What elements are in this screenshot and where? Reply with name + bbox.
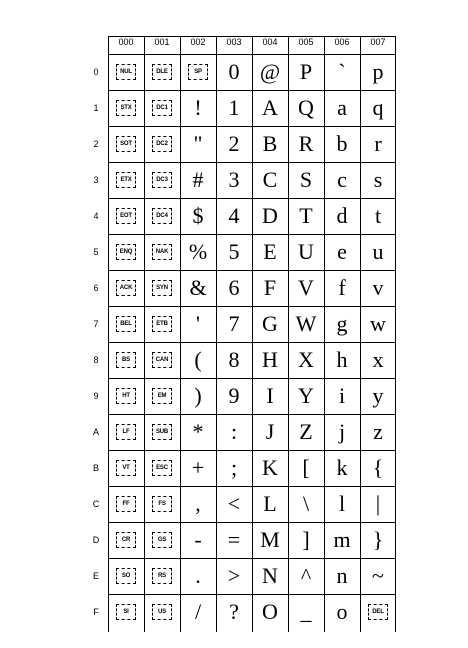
row-header: D (92, 535, 100, 545)
table-cell (252, 90, 288, 126)
row-header: 5 (93, 247, 99, 257)
table-cell (144, 126, 180, 162)
character-glyph: s (373, 167, 383, 192)
table-cell (360, 486, 396, 522)
control-code-label: GS (152, 532, 172, 548)
control-code-label: DC2 (152, 136, 172, 152)
character-glyph: / (194, 599, 202, 624)
row-header: 2 (93, 139, 99, 149)
character-glyph: 7 (228, 311, 240, 336)
table-cell (288, 234, 324, 270)
character-glyph: M (260, 527, 280, 552)
control-code-label: CR (116, 532, 136, 548)
character-glyph: K (262, 455, 278, 480)
control-code-label: DC1 (152, 100, 172, 116)
character-glyph: , (195, 491, 201, 516)
character-glyph: $ (192, 203, 204, 228)
character-glyph: c (337, 167, 347, 192)
table-cell (216, 378, 252, 414)
table-cell (360, 450, 396, 486)
table-cell (252, 486, 288, 522)
control-code-label: BEL (116, 316, 136, 332)
row-header: 6 (93, 283, 99, 293)
control-code-label: STX (116, 100, 136, 116)
table-cell (180, 594, 216, 630)
character-glyph: 0 (228, 59, 240, 84)
table-cell (216, 522, 252, 558)
control-code-label: SYN (152, 280, 172, 296)
table-cell (360, 54, 396, 90)
row-header: 8 (93, 355, 99, 365)
table-cell (144, 54, 180, 90)
table-cell (288, 342, 324, 378)
table-cell (288, 378, 324, 414)
column-header: 001 (154, 37, 170, 47)
table-cell (288, 486, 324, 522)
character-glyph: O (262, 599, 278, 624)
table-cell (252, 450, 288, 486)
character-glyph: A (262, 95, 278, 120)
character-glyph: _ (300, 599, 312, 624)
table-cell (360, 414, 396, 450)
column-header: 007 (370, 37, 386, 47)
control-code-label: US (152, 604, 172, 620)
character-glyph: Y (298, 383, 314, 408)
character-glyph: I (266, 383, 274, 408)
table-cell (360, 594, 396, 630)
character-glyph: V (298, 275, 314, 300)
table-cell (108, 594, 144, 630)
table-cell (360, 306, 396, 342)
character-glyph: b (336, 131, 348, 156)
table-cell (108, 378, 144, 414)
table-cell (288, 594, 324, 630)
character-glyph: % (188, 239, 208, 264)
character-glyph: Z (299, 419, 313, 444)
table-cell (324, 306, 360, 342)
row-header: 7 (93, 319, 99, 329)
table-cell (216, 126, 252, 162)
table-cell (108, 198, 144, 234)
character-glyph: J (265, 419, 275, 444)
character-glyph: 5 (228, 239, 240, 264)
character-glyph: { (372, 455, 384, 480)
table-cell (144, 522, 180, 558)
table-cell (252, 54, 288, 90)
character-glyph: h (336, 347, 348, 372)
table-cell (252, 378, 288, 414)
table-cell (108, 54, 144, 90)
character-glyph: T (299, 203, 313, 228)
control-code-label: LF (116, 424, 136, 440)
character-glyph: o (336, 599, 348, 624)
table-cell (288, 90, 324, 126)
control-code-label: FS (152, 496, 172, 512)
table-cell (324, 558, 360, 594)
character-glyph: g (336, 311, 348, 336)
table-cell (360, 558, 396, 594)
character-glyph: z (373, 419, 383, 444)
row-header: 3 (93, 175, 99, 185)
table-cell (180, 234, 216, 270)
control-code-label: ETX (116, 172, 136, 188)
control-code-label: RS (152, 568, 172, 584)
control-code-label: SI (116, 604, 136, 620)
table-cell (360, 198, 396, 234)
character-glyph: t (374, 203, 382, 228)
control-code-label: CAN (152, 352, 172, 368)
table-cell (252, 306, 288, 342)
control-code-label: DC3 (152, 172, 172, 188)
character-glyph: * (192, 419, 204, 444)
row-header: A (92, 427, 99, 437)
control-code-label: SUB (152, 424, 172, 440)
character-glyph: ! (194, 95, 202, 120)
control-code-label: SP (188, 64, 208, 80)
table-cell (360, 342, 396, 378)
table-cell (144, 594, 180, 630)
table-cell (144, 198, 180, 234)
character-glyph: P (299, 59, 313, 84)
character-glyph: " (193, 131, 203, 156)
table-cell (216, 450, 252, 486)
table-cell (324, 162, 360, 198)
character-glyph: w (370, 311, 386, 336)
character-glyph: e (337, 239, 347, 264)
table-cell (180, 450, 216, 486)
table-cell (216, 234, 252, 270)
table-cell (252, 270, 288, 306)
control-code-label: SOT (116, 136, 136, 152)
character-glyph: @ (259, 59, 281, 84)
column-header: 002 (190, 37, 206, 47)
table-cell (144, 234, 180, 270)
control-code-label: NUL (116, 64, 136, 80)
character-glyph: q (372, 95, 384, 120)
character-glyph: ( (194, 347, 202, 372)
character-glyph: D (262, 203, 278, 228)
table-cell (108, 234, 144, 270)
table-cell (180, 126, 216, 162)
table-cell (360, 234, 396, 270)
character-glyph: W (295, 311, 317, 336)
table-cell (144, 486, 180, 522)
control-code-label: ACK (116, 280, 136, 296)
table-cell (324, 450, 360, 486)
character-glyph: H (262, 347, 278, 372)
character-glyph: ` (338, 59, 346, 84)
table-cell (324, 198, 360, 234)
character-glyph: k (336, 455, 348, 480)
column-header: 004 (262, 37, 278, 47)
control-code-label: NAK (152, 244, 172, 260)
table-cell (144, 414, 180, 450)
row-header: E (92, 571, 99, 581)
table-cell (216, 90, 252, 126)
control-code-label: VT (116, 460, 136, 476)
table-cell (288, 450, 324, 486)
table-cell (180, 522, 216, 558)
table-cell (360, 126, 396, 162)
column-header: 005 (298, 37, 314, 47)
table-cell (216, 306, 252, 342)
table-cell (216, 162, 252, 198)
table-cell (252, 162, 288, 198)
column-header: 003 (226, 37, 242, 47)
character-glyph: ' (196, 311, 200, 336)
table-cell (324, 486, 360, 522)
table-cell (216, 198, 252, 234)
column-header: 006 (334, 37, 350, 47)
table-cell (288, 522, 324, 558)
table-cell (360, 378, 396, 414)
row-header: C (92, 499, 100, 509)
control-code-label: DEL (368, 604, 388, 620)
table-cell (288, 558, 324, 594)
character-glyph: \ (302, 491, 310, 516)
table-cell (324, 90, 360, 126)
control-code-label: EOT (116, 208, 136, 224)
table-cell (180, 54, 216, 90)
character-glyph: y (372, 383, 384, 408)
table-cell (252, 414, 288, 450)
row-header: 4 (93, 211, 99, 221)
character-glyph: a (337, 95, 347, 120)
control-code-label: BS (116, 352, 136, 368)
control-code-label: EM (152, 388, 172, 404)
character-glyph: i (338, 383, 346, 408)
character-glyph: E (263, 239, 277, 264)
character-glyph: d (336, 203, 348, 228)
control-code-label: FF (116, 496, 136, 512)
control-code-label: ENQ (116, 244, 136, 260)
table-cell (180, 486, 216, 522)
character-glyph: j (338, 419, 346, 444)
table-cell (288, 414, 324, 450)
character-glyph: - (194, 527, 202, 552)
table-cell (144, 306, 180, 342)
table-cell (252, 342, 288, 378)
table-cell (360, 270, 396, 306)
table-cell (108, 162, 144, 198)
table-cell (360, 162, 396, 198)
character-glyph: L (263, 491, 277, 516)
table-cell (180, 414, 216, 450)
column-header: 000 (118, 37, 134, 47)
character-glyph: 8 (228, 347, 240, 372)
character-glyph: ~ (372, 563, 384, 588)
table-cell (180, 90, 216, 126)
row-header: F (93, 607, 99, 617)
table-cell (252, 594, 288, 630)
character-glyph: ? (229, 599, 239, 624)
character-glyph: C (262, 167, 278, 192)
table-cell (324, 342, 360, 378)
table-cell (144, 558, 180, 594)
character-glyph: : (230, 419, 238, 444)
character-glyph: ] (302, 527, 310, 552)
row-header: 1 (93, 103, 99, 113)
table-cell (288, 126, 324, 162)
character-glyph: F (263, 275, 277, 300)
table-cell (144, 162, 180, 198)
character-glyph: r (374, 131, 382, 156)
table-cell (144, 342, 180, 378)
table-cell (180, 378, 216, 414)
table-cell (324, 126, 360, 162)
character-glyph: ^ (300, 563, 312, 588)
table-cell (108, 126, 144, 162)
table-cell (216, 486, 252, 522)
character-glyph: | (375, 491, 381, 516)
character-glyph: v (372, 275, 384, 300)
row-header: 0 (93, 67, 99, 77)
control-code-label: DC4 (152, 208, 172, 224)
table-cell (288, 54, 324, 90)
table-cell (360, 90, 396, 126)
table-cell (216, 414, 252, 450)
character-glyph: l (338, 491, 346, 516)
table-cell (288, 198, 324, 234)
table-cell (180, 162, 216, 198)
character-glyph: [ (302, 455, 310, 480)
table-cell (324, 414, 360, 450)
character-glyph: Q (298, 95, 314, 120)
character-glyph: N (262, 563, 278, 588)
character-glyph: 3 (228, 167, 240, 192)
table-cell (108, 414, 144, 450)
table-cell (144, 450, 180, 486)
table-cell (324, 522, 360, 558)
table-cell (252, 558, 288, 594)
table-cell (108, 342, 144, 378)
control-code-label: DLE (152, 64, 172, 80)
character-glyph: m (333, 527, 351, 552)
table-cell (216, 270, 252, 306)
character-glyph: B (262, 131, 278, 156)
table-cell (324, 54, 360, 90)
character-glyph: x (372, 347, 384, 372)
character-glyph: 4 (228, 203, 240, 228)
table-cell (180, 306, 216, 342)
table-cell (252, 198, 288, 234)
table-cell (324, 594, 360, 630)
table-cell (180, 558, 216, 594)
character-glyph: p (372, 59, 384, 84)
table-cell (108, 486, 144, 522)
character-glyph: ; (230, 455, 238, 480)
character-glyph: ) (194, 383, 202, 408)
character-glyph: 2 (228, 131, 240, 156)
table-cell (216, 594, 252, 630)
character-glyph: R (298, 131, 314, 156)
table-cell (252, 234, 288, 270)
table-cell (144, 90, 180, 126)
control-code-label: ESC (152, 460, 172, 476)
table-cell (324, 270, 360, 306)
table-cell (288, 270, 324, 306)
table-cell (252, 126, 288, 162)
character-glyph: X (298, 347, 314, 372)
character-glyph: < (227, 491, 241, 516)
character-glyph: } (372, 527, 384, 552)
table-cell (144, 270, 180, 306)
table-cell (216, 342, 252, 378)
character-glyph: + (191, 455, 205, 480)
character-glyph: G (262, 311, 278, 336)
table-cell (108, 522, 144, 558)
character-glyph: . (195, 563, 201, 588)
row-header: B (92, 463, 99, 473)
table-cell (180, 198, 216, 234)
character-glyph: # (192, 167, 204, 192)
control-code-label: HT (116, 388, 136, 404)
table-cell (288, 306, 324, 342)
character-glyph: 9 (228, 383, 240, 408)
table-cell (288, 162, 324, 198)
table-cell (216, 54, 252, 90)
character-glyph: > (227, 563, 241, 588)
table-cell (108, 558, 144, 594)
table-cell (324, 234, 360, 270)
character-glyph: S (299, 167, 313, 192)
table-cell (324, 378, 360, 414)
character-glyph: 6 (228, 275, 240, 300)
table-cell (360, 522, 396, 558)
table-cell (180, 342, 216, 378)
table-cell (216, 558, 252, 594)
control-code-label: ETB (152, 316, 172, 332)
character-glyph: U (298, 239, 314, 264)
character-glyph: & (189, 275, 207, 300)
table-cell (108, 306, 144, 342)
control-code-label: SO (116, 568, 136, 584)
table-cell (144, 378, 180, 414)
character-glyph: f (338, 275, 346, 300)
table-cell (108, 90, 144, 126)
row-header: 9 (93, 391, 99, 401)
table-cell (108, 270, 144, 306)
character-glyph: 1 (228, 95, 240, 120)
table-cell (108, 450, 144, 486)
table-cell (180, 270, 216, 306)
character-glyph: = (227, 527, 241, 552)
character-glyph: u (372, 239, 384, 264)
table-cell (252, 522, 288, 558)
character-glyph: n (336, 563, 348, 588)
